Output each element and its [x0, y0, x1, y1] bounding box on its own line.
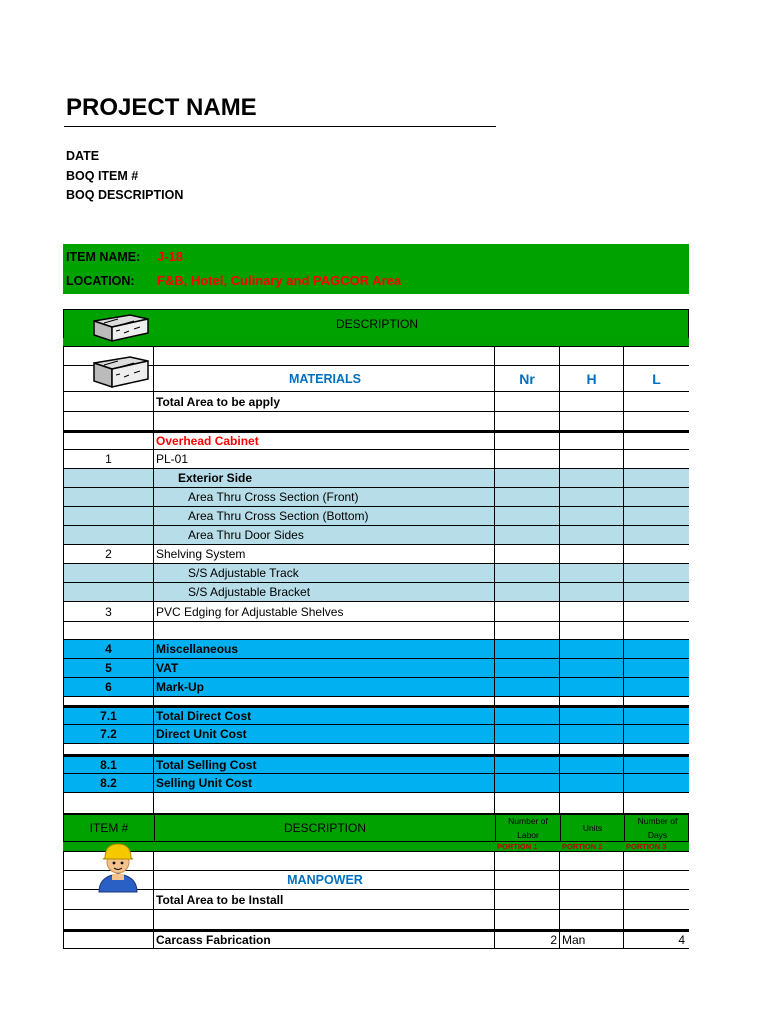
item-number — [63, 622, 154, 640]
table-row — [63, 564, 689, 583]
manpower-row-units: Man — [560, 930, 624, 949]
spacer-row — [63, 793, 689, 814]
nr-cell — [495, 450, 560, 469]
manpower-portion-strip — [63, 842, 689, 851]
l-cell — [624, 659, 689, 678]
item-number: 7.1 — [63, 706, 154, 725]
h-cell — [560, 706, 624, 725]
h-cell — [560, 725, 624, 744]
item-number: 5 — [63, 659, 154, 678]
h-cell — [560, 583, 624, 602]
item-number: 8.2 — [63, 774, 154, 793]
table-row — [63, 392, 689, 412]
location-value: F&B, Hotel, Culinary and PAGCOR Area — [157, 273, 402, 288]
portion-2-label: PORTION 2 — [562, 842, 603, 851]
item-number — [63, 507, 154, 526]
header-green-strip — [63, 338, 689, 346]
item-description: PVC Edging for Adjustable Shelves — [154, 602, 495, 622]
item-description: PL-01 — [154, 450, 495, 469]
item-description: Miscellaneous — [154, 640, 495, 659]
nr-cell — [495, 412, 560, 431]
item-number — [63, 392, 154, 412]
table-row — [63, 469, 689, 488]
manpower-row-description: Carcass Fabrication — [154, 930, 495, 949]
table-row — [63, 706, 689, 725]
table-row — [63, 431, 689, 450]
nr-cell — [495, 640, 560, 659]
item-number: 7.2 — [63, 725, 154, 744]
table-row — [63, 910, 689, 930]
materials-title-row — [63, 366, 689, 392]
l-cell — [624, 507, 689, 526]
l-cell — [624, 755, 689, 774]
item-number — [63, 431, 154, 450]
materials-header-row — [63, 309, 689, 338]
l-cell — [624, 431, 689, 450]
manpower-col-units: Units — [561, 815, 625, 841]
l-cell — [624, 392, 689, 412]
nr-cell — [495, 755, 560, 774]
column-h: H — [560, 366, 624, 392]
table-row — [63, 507, 689, 526]
nr-cell — [495, 545, 560, 564]
table-row — [63, 640, 689, 659]
nr-cell — [495, 706, 560, 725]
item-number — [63, 564, 154, 583]
manpower-title: MANPOWER — [154, 871, 495, 890]
portion-3-label: PORTION 3 — [626, 842, 667, 851]
manpower-col-description: DESCRIPTION — [155, 815, 496, 841]
materials-title: MATERIALS — [154, 366, 495, 392]
h-cell — [560, 412, 624, 431]
brick-icon — [90, 309, 152, 348]
item-number — [63, 412, 154, 431]
l-cell — [624, 678, 689, 697]
item-description: Mark-Up — [154, 678, 495, 697]
manpower-col-labor: Number of Labor — [496, 815, 561, 841]
nr-cell — [495, 774, 560, 793]
nr-cell — [495, 602, 560, 622]
nr-cell — [495, 725, 560, 744]
l-cell — [624, 450, 689, 469]
h-cell — [560, 755, 624, 774]
manpower-row-labor: 2 — [495, 930, 560, 949]
column-nr: Nr — [495, 366, 560, 392]
item-number — [63, 583, 154, 602]
h-cell — [560, 774, 624, 793]
table-row — [63, 851, 689, 871]
item-name-value: J-18 — [157, 249, 184, 264]
h-cell — [560, 392, 624, 412]
item-number: 1 — [63, 450, 154, 469]
manpower-header-row — [63, 814, 689, 842]
h-cell — [560, 488, 624, 507]
h-cell — [560, 564, 624, 583]
h-cell — [560, 678, 624, 697]
table-row — [63, 774, 689, 793]
h-cell — [560, 659, 624, 678]
project-title: PROJECT NAME — [66, 94, 257, 121]
item-description: Exterior Side — [154, 469, 495, 488]
item-description: Area Thru Cross Section (Front) — [154, 488, 495, 507]
item-number: 2 — [63, 545, 154, 564]
item-description: Total Direct Cost — [154, 706, 495, 725]
item-description: Total Selling Cost — [154, 755, 495, 774]
h-cell — [560, 431, 624, 450]
item-description: S/S Adjustable Bracket — [154, 583, 495, 602]
item-description: Direct Unit Cost — [154, 725, 495, 744]
nr-cell — [495, 659, 560, 678]
table-row — [63, 450, 689, 469]
item-number: 3 — [63, 602, 154, 622]
date-label: DATE — [66, 149, 100, 163]
column-l: L — [624, 366, 689, 392]
location-label: LOCATION: — [66, 274, 135, 288]
table-row — [63, 488, 689, 507]
manpower-col-days: Number of Days — [637, 816, 678, 840]
table-row — [63, 678, 689, 697]
table-row — [63, 526, 689, 545]
h-cell — [560, 640, 624, 659]
item-description: Shelving System — [154, 545, 495, 564]
table-row — [63, 725, 689, 744]
l-cell — [624, 622, 689, 640]
item-name-label: ITEM NAME: — [66, 250, 141, 264]
table-row — [63, 602, 689, 622]
item-description: Overhead Cabinet — [154, 431, 495, 450]
h-cell — [560, 622, 624, 640]
l-cell — [624, 602, 689, 622]
table-row — [63, 545, 689, 564]
manpower-row-description: Total Area to be Install — [154, 890, 495, 910]
item-number: 6 — [63, 678, 154, 697]
l-cell — [624, 725, 689, 744]
item-number: 8.1 — [63, 755, 154, 774]
h-cell — [560, 602, 624, 622]
item-description — [154, 412, 495, 431]
l-cell — [624, 706, 689, 725]
table-row — [63, 930, 689, 949]
l-cell — [624, 545, 689, 564]
item-description: Total Area to be apply — [154, 392, 495, 412]
spacer-row — [63, 744, 689, 755]
h-cell — [560, 507, 624, 526]
table-row — [63, 346, 689, 366]
l-cell — [624, 583, 689, 602]
table-row — [63, 890, 689, 910]
nr-cell — [495, 507, 560, 526]
item-description: VAT — [154, 659, 495, 678]
item-banner — [63, 244, 689, 294]
l-cell — [624, 774, 689, 793]
boq-description-label: BOQ DESCRIPTION — [66, 188, 184, 202]
manpower-row-days: 4 — [624, 930, 689, 949]
nr-cell — [495, 488, 560, 507]
item-description: Area Thru Door Sides — [154, 526, 495, 545]
item-number — [63, 488, 154, 507]
manpower-col-item: ITEM # — [64, 815, 155, 841]
item-number: 4 — [63, 640, 154, 659]
l-cell — [624, 640, 689, 659]
l-cell — [624, 469, 689, 488]
nr-cell — [495, 392, 560, 412]
item-description — [154, 622, 495, 640]
nr-cell — [495, 678, 560, 697]
item-description: S/S Adjustable Track — [154, 564, 495, 583]
table-row — [63, 583, 689, 602]
h-cell — [560, 469, 624, 488]
l-cell — [624, 412, 689, 431]
item-description: Area Thru Cross Section (Bottom) — [154, 507, 495, 526]
spacer-row — [63, 697, 689, 706]
manpower-title-row — [63, 871, 689, 890]
nr-cell — [495, 622, 560, 640]
h-cell — [560, 526, 624, 545]
l-cell — [624, 488, 689, 507]
boq-item-label: BOQ ITEM # — [66, 169, 139, 183]
nr-cell — [495, 469, 560, 488]
table-row — [63, 755, 689, 774]
nr-cell — [495, 564, 560, 583]
h-cell — [560, 545, 624, 564]
item-number — [63, 526, 154, 545]
l-cell — [624, 526, 689, 545]
item-description: Selling Unit Cost — [154, 774, 495, 793]
portion-1-label: PORTION 1 — [497, 842, 538, 851]
l-cell — [624, 564, 689, 583]
h-cell — [560, 450, 624, 469]
table-row — [63, 622, 689, 640]
nr-cell — [495, 583, 560, 602]
nr-cell — [495, 431, 560, 450]
nr-cell — [495, 526, 560, 545]
materials-header-description: DESCRIPTION — [335, 317, 418, 331]
item-number — [63, 469, 154, 488]
table-row — [63, 659, 689, 678]
table-row — [63, 412, 689, 431]
title-underline — [64, 126, 496, 127]
